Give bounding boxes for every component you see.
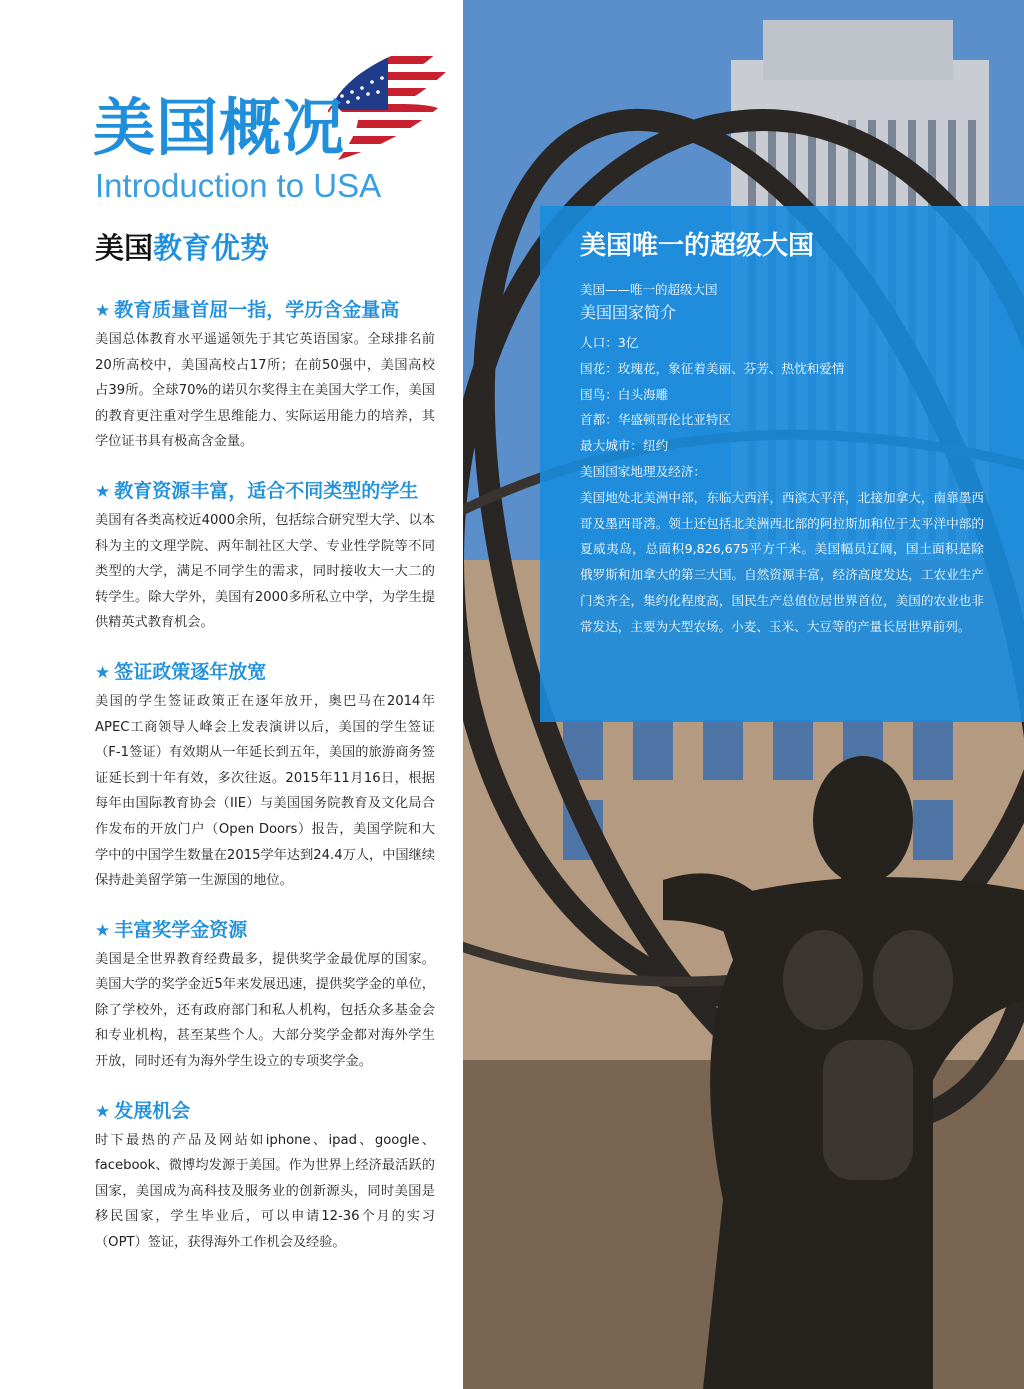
item-heading: ★ 发展机会: [95, 1099, 191, 1122]
fact-capital: 首都：华盛顿哥伦比亚特区: [580, 412, 732, 428]
section-heading: [95, 228, 269, 268]
fact-population: 人口：3亿: [580, 335, 639, 350]
page-title: 美国概况: [93, 91, 346, 164]
item-body: 美国总体教育水平遥遥领先于其它英语国家。全球排名前20所高校中，美国高校占17所；在前50强中，美国高校占39所。全球70%的诺贝尔奖得主在美国大学工作，美国的教育更注重对学生思维能力、实际运用能力的培养，其学位证书具有极高含金量。: [95, 332, 435, 450]
list-item: [95, 1095, 435, 1256]
info-panel-title: 美国唯一的超级大国: [580, 231, 815, 261]
item-body: 美国的学生签证政策正在逐年放开，奥巴马在2014年APEC工商领导人峰会上发表演讲以后，美国的学生签证（F-1签证）有效期从一年延长到五年，美国的旅游商务签证延长到十年有效，多次往返。2015年11月16日，根据每年由国际教育协会（IIE）与美国国务院教育及文化局合作发布的开放门户（Open Doors）报告，美国学院和大学中的中国学生数量在2015学年达到24.4万人，中国继续保持赴美留学第一生源国的地位。: [95, 693, 435, 889]
section-heading-plain: 美国: [95, 231, 154, 265]
star-icon: ★: [95, 920, 111, 941]
item-heading: ★ 签证政策逐年放宽: [95, 660, 267, 683]
page-subtitle: Introduction to USA: [95, 167, 382, 204]
facts-list: [580, 330, 984, 459]
item-heading: ★ 教育质量首屈一指，学历含金量高: [95, 299, 400, 321]
fact-national-bird: 国鸟：白头海雕: [580, 386, 669, 402]
fact-largest-city: 最大城市：纽约: [580, 438, 669, 454]
info-panel-subtitle: 美国国家简介: [580, 303, 677, 322]
info-panel-kicker: 美国——唯一的超级大国: [580, 282, 718, 297]
star-icon: ★: [95, 662, 111, 683]
info-panel: [540, 206, 1024, 722]
star-icon: ★: [95, 301, 111, 321]
advantage-list: [95, 294, 435, 1256]
fact-national-flower: 国花：玫瑰花，象征着美丽、芬芳、热忱和爱情: [580, 360, 845, 376]
item-heading: ★ 丰富奖学金资源: [95, 918, 248, 941]
item-body: 美国有各类高校近4000余所，包括综合研究型大学、以本科为主的文理学院、两年制社区大学、专业性学院等不同类型的大学，满足不同学生的需求，同时接收大一大二的转学生。除大学外，美国有2000多所私立中学，为学生提供精英式教育机会。: [95, 512, 435, 631]
list-item: [95, 914, 435, 1075]
left-column: [0, 0, 463, 1389]
geo-economy-label: 美国国家地理及经济：: [580, 463, 706, 479]
item-heading: ★ 教育资源丰富，适合不同类型的学生: [95, 479, 419, 502]
item-body: 时下最热的产品及网站如iphone、ipad、google、facebook、微博均发源于美国。作为世界上经济最活跃的国家，美国成为高科技及服务业的创新源头，同时美国是移民国家，学生毕业后，可以申请12-36个月的实习（OPT）签证，获得海外工作机会及经验。: [95, 1132, 435, 1251]
list-item: [95, 656, 435, 894]
section-heading-accent: 教育优势: [153, 231, 270, 265]
us-flag-wing-mark: [328, 32, 456, 166]
star-icon: ★: [95, 481, 111, 502]
list-item: [95, 294, 435, 455]
geo-economy-body: 美国地处北美洲中部，东临大西洋，西滨太平洋，北接加拿大，南靠墨西哥及墨西哥湾。领土还包括北美洲西北部的阿拉斯加和位于太平洋中部的夏威夷岛，总面积9,826,675平方千米。美国幅员辽阔，国土面积是除俄罗斯和加拿大的第三大国。自然资源丰富，经济高度发达，工农业生产门类齐全，集约化程度高，国民生产总值位居世界首位，美国的农业也非常发达，主要为大型农场。小麦、玉米、大豆等的产量长居世界前列。: [580, 489, 984, 634]
list-item: [95, 475, 435, 636]
item-body: 美国是全世界教育经费最多，提供奖学金最优厚的国家。美国大学的奖学金近5年来发展迅速，提供奖学金的单位，除了学校外，还有政府部门和私人机构，包括众多基金会和专业机构，甚至某些个人。大部分奖学金都对海外学生开放，同时还有为海外学生设立的专项奖学金。: [95, 951, 435, 1070]
star-icon: ★: [95, 1101, 111, 1122]
